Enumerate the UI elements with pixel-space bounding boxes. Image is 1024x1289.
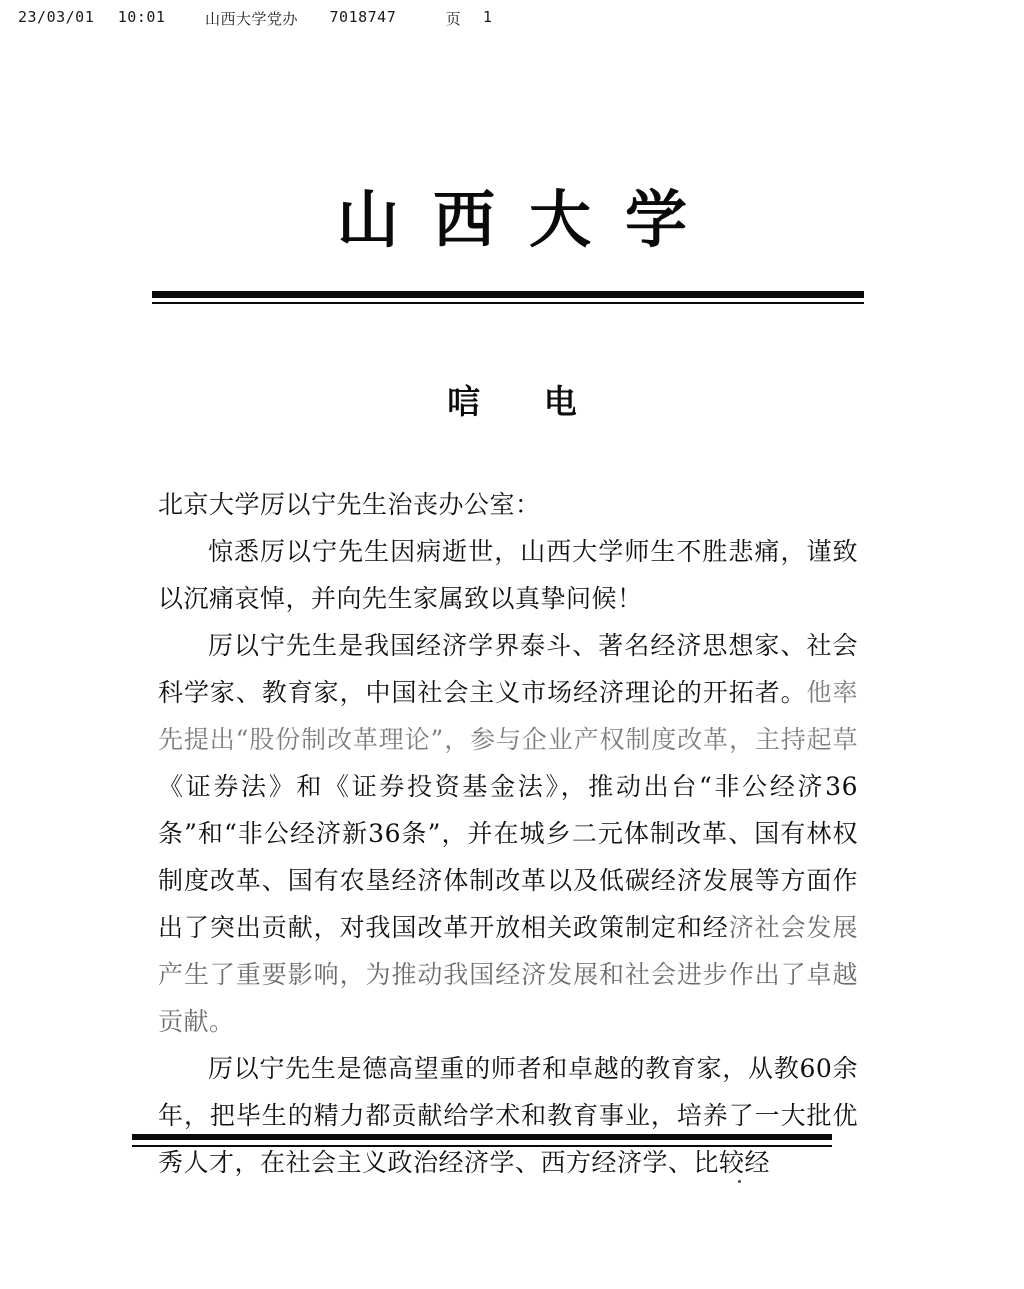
masthead-rules bbox=[152, 291, 864, 304]
footer-rule-thin bbox=[132, 1145, 832, 1147]
fax-date: 23/03/01 bbox=[18, 8, 95, 26]
masthead-title: 山西大学 bbox=[336, 183, 721, 256]
footer-rule-thick bbox=[132, 1134, 832, 1140]
fax-page-number: 1 bbox=[482, 8, 493, 26]
fax-page-label: 页 bbox=[445, 10, 462, 28]
paragraph-3: 厉以宁先生是德高望重的师者和卓越的教育家，从教60余年，把毕生的精力都贡献给学术和教育事业，培养了一大批优秀人才，在社会主义政治经济学、西方经济学、比较经 bbox=[158, 1054, 858, 1177]
document-type-heading: 唁 电 bbox=[447, 382, 603, 421]
fax-header bbox=[18, 8, 1006, 28]
masthead-rule-thick bbox=[152, 291, 864, 298]
document-sheet bbox=[0, 36, 1024, 1289]
fax-time: 10:01 bbox=[117, 8, 166, 26]
recipient-line: 北京大学厉以宁先生治丧办公室： bbox=[158, 490, 541, 519]
masthead-rule-thin bbox=[152, 302, 864, 304]
paragraph-2: 厉以宁先生是我国经济学界泰斗、著名经济思想家、社会科学家、教育家，中国社会主义市场经济理论的开拓者。他率先提出“股份制改革理论”，参与企业产权制度改革，主持起草《证券法》和《证券投资基金法》，推动出台“非公经济36条”和“非公经济新36条”，并在城乡二元体制改革、国有林权制度改革、国有农垦经济体制改革以及低碳经济发展等方面作出了突出贡献，对我国改革开放相关政策制定和经济社会发展产生了重要影响，为推动我国经济发展和社会进步作出了卓越贡献。 bbox=[158, 631, 858, 1036]
footer-rules bbox=[132, 1134, 832, 1147]
scan-speck bbox=[738, 1180, 741, 1183]
paragraph-1: 惊悉厉以宁先生因病逝世，山西大学师生不胜悲痛，谨致以沉痛哀悼，并向先生家属致以真挚问候！ bbox=[158, 537, 858, 613]
degraded-text-run: 他率先提出“股份制改革理论”，参与企业产权制度改革，主持起草 bbox=[158, 678, 858, 754]
masthead bbox=[0, 183, 1024, 256]
fax-number: 7018747 bbox=[329, 8, 397, 26]
document-body bbox=[158, 481, 858, 1186]
fax-organization: 山西大学党办 bbox=[204, 10, 298, 28]
degraded-text-run: 济社会发展产生了重要影响，为推动我国经济发展和社会进步作出了卓越贡献。 bbox=[158, 913, 858, 1036]
